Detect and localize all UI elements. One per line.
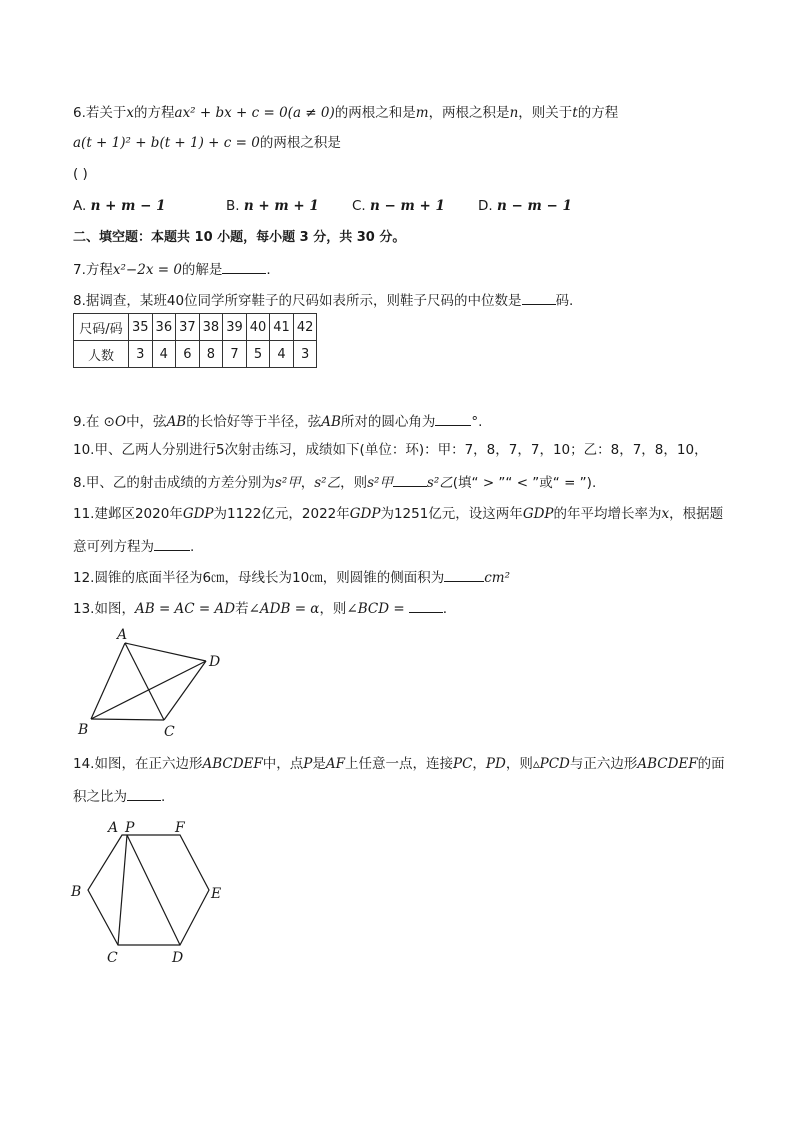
q14-text: 与正六边形	[569, 756, 638, 772]
q14-var: ABCDEF	[202, 756, 263, 772]
q8-line	[73, 290, 573, 310]
q9-var: O	[114, 414, 127, 430]
q10-var: s²乙	[426, 475, 453, 491]
q8-text: 8.据调查，某班40位同学所穿鞋子的尺码如表所示，则鞋子尺码的中位数是	[73, 293, 522, 309]
option-expr: n + m − 1	[90, 198, 166, 214]
q10-answer-blank[interactable]	[393, 472, 427, 487]
table-header-cell: 尺码/码	[74, 314, 129, 341]
q8-answer-blank[interactable]	[522, 290, 556, 305]
option-label: B.	[226, 198, 240, 214]
q6-option-c[interactable]	[352, 197, 445, 215]
q6-var-t: t	[572, 105, 578, 121]
figure-14-hexagon	[66, 814, 236, 974]
label-f: F	[175, 820, 185, 836]
segment-bc	[91, 719, 164, 720]
option-expr: n − m − 1	[496, 198, 572, 214]
label-b: B	[78, 722, 89, 738]
segment-cd	[164, 661, 206, 720]
label-d: D	[172, 950, 184, 966]
q6-option-a[interactable]	[73, 197, 166, 215]
table-cell: 4	[152, 341, 176, 368]
q9-answer-blank[interactable]	[435, 411, 471, 426]
label-b: B	[71, 884, 82, 900]
option-expr: n − m + 1	[370, 198, 445, 214]
segment-bd	[91, 661, 206, 719]
q9-end: °.	[471, 414, 483, 430]
q7-end: .	[266, 262, 271, 278]
q10-text: ，	[300, 475, 315, 491]
q9-var: AB	[166, 414, 187, 430]
q6-text: 的两根之积是	[259, 135, 341, 151]
q6-option-b[interactable]	[226, 197, 319, 215]
q14-var: ▵PCD	[532, 756, 570, 772]
q11-text: 意可列方程为	[73, 539, 154, 555]
option-label: A.	[73, 198, 87, 214]
q6-text: ，则关于	[518, 105, 573, 121]
q6-line1	[73, 104, 618, 122]
q11-text: 的年平均增长率为	[553, 506, 662, 522]
label-a: A	[108, 820, 119, 836]
table-cell: 3	[293, 341, 317, 368]
q14-end: .	[161, 789, 166, 805]
q6-text: 的方程	[134, 105, 175, 121]
q7-line	[73, 259, 271, 279]
q6-text: 6.若关于	[73, 105, 127, 121]
table-header-cell: 人数	[74, 341, 129, 368]
table-cell: 42	[293, 314, 317, 341]
q12-text: 12.圆锥的底面半径为6㎝，母线长为10㎝，则圆锥的侧面积为	[73, 570, 445, 586]
q10-text: 8.甲、乙的射击成绩的方差分别为	[73, 475, 275, 491]
q11-text: 11.建邺区2020年	[73, 506, 183, 522]
table-cell: 41	[270, 314, 294, 341]
q6-var-x: x	[126, 105, 135, 121]
q14-var: PD	[485, 756, 506, 772]
q9-line	[73, 411, 482, 431]
q13-line	[73, 598, 447, 618]
table-cell: 3	[129, 341, 153, 368]
table-cell: 39	[223, 314, 247, 341]
segment-ad	[125, 643, 206, 661]
q13-equation: AB = AC = AD	[134, 601, 236, 617]
q11-line2	[73, 536, 194, 556]
table-cell: 38	[199, 314, 223, 341]
table-row	[74, 314, 317, 341]
q7-answer-blank[interactable]	[222, 259, 266, 274]
q14-var: AF	[325, 756, 345, 772]
q9-text: 所对的圆心角为	[340, 414, 436, 430]
option-expr: n + m + 1	[243, 198, 319, 214]
segment-pd	[127, 835, 180, 945]
q14-var: PC	[453, 756, 473, 772]
q10-text: ，则	[340, 475, 368, 491]
q14-var: ABCDEF	[637, 756, 698, 772]
q11-var: x	[661, 506, 670, 522]
q8-end: 码.	[555, 293, 574, 309]
q13-text: 若	[235, 601, 249, 617]
q13-equation: ∠BCD =	[346, 601, 405, 617]
q11-text: ，根据题	[669, 506, 724, 522]
q9-var: AB	[321, 414, 341, 430]
label-d: D	[209, 654, 221, 670]
option-label: D.	[478, 198, 493, 214]
q7-text: 7.方程	[73, 262, 113, 278]
q7-text: 的解是	[181, 262, 223, 278]
q6-var-n: n	[509, 105, 519, 121]
q6-text: 的两根之和是	[334, 105, 416, 121]
q13-text: ，则	[319, 601, 347, 617]
q6-line2	[73, 134, 341, 152]
q11-var: GDP	[522, 506, 554, 522]
table-cell: 7	[223, 341, 247, 368]
table-cell: 37	[176, 314, 200, 341]
q12-line	[73, 567, 510, 587]
q14-text: ，则	[505, 756, 533, 772]
q10-line1: 10.甲、乙两人分别进行5次射击练习，成绩如下(单位：环)：甲：7，8，7，7，10；乙：8，7，8，10，	[73, 442, 708, 458]
q13-end: .	[442, 601, 447, 617]
table-cell: 4	[270, 341, 294, 368]
shoe-size-table	[73, 313, 317, 368]
q10-var: s²乙	[314, 475, 341, 491]
q11-text: 为1122亿元，2022年	[213, 506, 350, 522]
q6-answer-paren: ( )	[73, 166, 88, 182]
q13-text: 13.如图，	[73, 601, 135, 617]
q14-text: 是	[312, 756, 326, 772]
q11-var: GDP	[349, 506, 381, 522]
q7-equation: x²−2x = 0	[112, 262, 182, 278]
segment-ac	[125, 643, 164, 720]
q10-text: (填“ > ”“ < ”或“ = ”).	[452, 475, 597, 491]
hexagon-outline	[88, 835, 209, 945]
table-cell: 35	[129, 314, 153, 341]
q13-equation: ∠ADB = α	[248, 601, 320, 617]
q11-text: 为1251亿元，设这两年	[380, 506, 523, 522]
option-label: C.	[352, 198, 366, 214]
segment-pc	[118, 835, 127, 945]
q14-text: ，	[472, 756, 486, 772]
q14-text: 的面	[697, 756, 725, 772]
q9-text: 中，弦	[126, 414, 167, 430]
label-p: P	[125, 820, 135, 836]
q14-text: 中，点	[262, 756, 304, 772]
table-cell: 40	[246, 314, 270, 341]
table-cell: 6	[176, 341, 200, 368]
q10-var: s²甲	[367, 475, 393, 491]
q6-option-d[interactable]	[478, 197, 572, 215]
q9-text: 9.在 ⊙	[73, 414, 115, 430]
label-c: C	[164, 724, 175, 740]
q13-answer-blank[interactable]	[409, 598, 443, 613]
table-cell: 5	[246, 341, 270, 368]
q12-answer-blank[interactable]	[444, 567, 484, 582]
q14-line2	[73, 786, 165, 806]
table-cell: 36	[152, 314, 176, 341]
table-cell: 8	[199, 341, 223, 368]
label-a: A	[117, 627, 128, 643]
q11-answer-blank[interactable]	[154, 536, 190, 551]
q11-line1	[73, 505, 723, 523]
q6-equation-2: a(t + 1)² + b(t + 1) + c = 0	[73, 135, 260, 151]
q14-text: 14.如图，在正六边形	[73, 756, 203, 772]
q10-var: s²甲	[274, 475, 301, 491]
table-row	[74, 341, 317, 368]
q14-text: 上任意一点，连接	[345, 756, 453, 772]
q14-var: P	[303, 756, 313, 772]
q6-text: 的方程	[577, 105, 619, 121]
q12-unit: cm²	[484, 570, 511, 586]
q11-var: GDP	[182, 506, 214, 522]
q10-line2	[73, 472, 596, 492]
q14-line1	[73, 755, 725, 773]
label-c: C	[107, 950, 118, 966]
q9-text: 的长恰好等于半径，弦	[186, 414, 322, 430]
q14-text: 积之比为	[73, 789, 127, 805]
label-e: E	[211, 886, 222, 902]
q11-end: .	[190, 539, 195, 555]
segment-ab	[91, 643, 125, 719]
q14-answer-blank[interactable]	[127, 786, 161, 801]
q6-equation: ax² + bx + c = 0(a ≠ 0)	[174, 105, 335, 121]
q6-var-m: m	[415, 105, 429, 121]
figure-13-quadrilateral	[72, 622, 232, 742]
section-heading: 二、填空题：本题共 10 小题，每小题 3 分，共 30 分。	[73, 230, 406, 245]
q6-text: ，两根之积是	[428, 105, 510, 121]
